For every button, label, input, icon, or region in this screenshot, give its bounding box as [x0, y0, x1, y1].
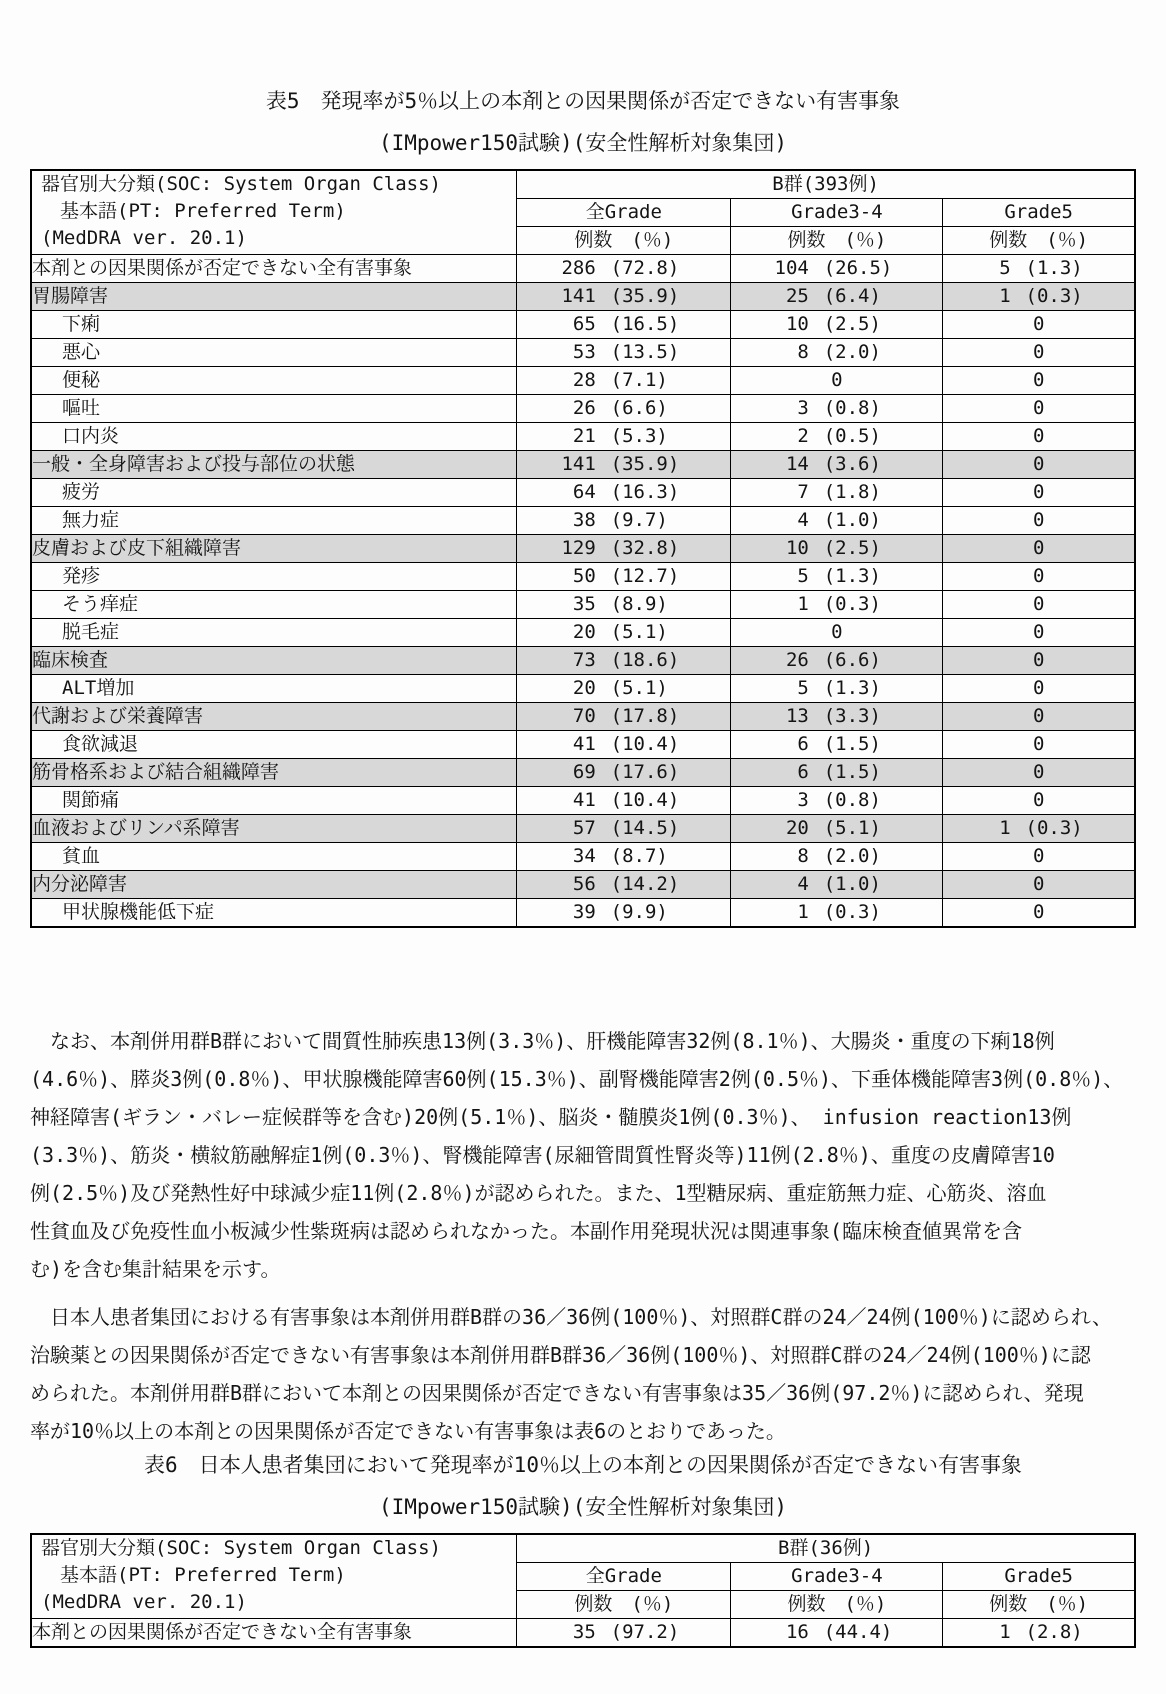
count-percent-cell: 56 (14.2) [517, 871, 731, 899]
table-row-soc [31, 871, 1135, 899]
grade-header-all: 全Grade [517, 1563, 731, 1591]
grade-header-5: Grade5 [943, 199, 1135, 227]
soc-pt-label: 血液およびリンパ系障害 [31, 815, 517, 843]
table6-header [31, 1534, 1135, 1619]
table5-header [31, 170, 1135, 255]
soc-pt-label: 食欲減退 [31, 731, 517, 759]
count-percent-cell: 1 (0.3) [943, 815, 1135, 843]
count-percent-cell: 21 (5.3) [517, 423, 731, 451]
table-row-pt [31, 731, 1135, 759]
count-percent-cell: 20 (5.1) [517, 675, 731, 703]
count-percent-cell: 1 (2.8) [943, 1619, 1135, 1648]
soc-pt-label: 本剤との因果関係が否定できない全有害事象 [31, 255, 517, 283]
count-percent-cell: 53 (13.5) [517, 339, 731, 367]
count-percent-cell: 0 [943, 507, 1135, 535]
paragraph-line: 神経障害(ギラン・バレー症候群等を含む)20例(5.1％)、脳炎・髄膜炎1例(0.3％)、 infusion reaction13例 [30, 1105, 1072, 1129]
count-percent-cell: 4 (1.0) [731, 507, 943, 535]
soc-pt-label: 臨床検査 [31, 647, 517, 675]
count-percent-cell: 104 (26.5) [731, 255, 943, 283]
table-row-pt [31, 619, 1135, 647]
soc-pt-label: 関節痛 [31, 787, 517, 815]
count-percent-cell: 0 [943, 535, 1135, 563]
table6-title: 表6 日本人患者集団において発現率が10％以上の本剤との因果関係が否定できない有害事象 [144, 1453, 1022, 1477]
count-percent-cell: 65 (16.5) [517, 311, 731, 339]
count-percent-cell: 26 (6.6) [517, 395, 731, 423]
soc-pt-label: 疲労 [31, 479, 517, 507]
table-row-total [31, 1619, 1135, 1648]
soc-header-line: 器官別大分類(SOC: System Organ Class) [41, 1537, 441, 1559]
soc-pt-label: 便秘 [31, 367, 517, 395]
table-row-pt [31, 339, 1135, 367]
count-percent-cell: 5 (1.3) [943, 255, 1135, 283]
soc-pt-header-cell [31, 170, 517, 255]
table-row-pt [31, 395, 1135, 423]
soc-pt-label: そう痒症 [31, 591, 517, 619]
table-row-pt [31, 787, 1135, 815]
paragraph-line: (3.3％)、筋炎・横紋筋融解症1例(0.3％)、腎機能障害(尿細管間質性腎炎等)11例(2.8％)、重度の皮膚障害10 [30, 1143, 1055, 1167]
paragraph-line: められた。本剤併用群B群において本剤との因果関係が否定できない有害事象は35／36例(97.2％)に認められ、発現 [30, 1381, 1084, 1405]
table-row-pt [31, 311, 1135, 339]
count-percent-cell: 2 (0.5) [731, 423, 943, 451]
paragraph-line: なお、本剤併用群B群において間質性肺疾患13例(3.3％)、肝機能障害32例(8.1％)、大腸炎・重度の下痢18例 [30, 1029, 1055, 1053]
soc-pt-label: 甲状腺機能低下症 [31, 899, 517, 928]
group-header-cell: B群(393例) [517, 170, 1135, 199]
soc-pt-label: ALT増加 [31, 675, 517, 703]
table5-title: 表5 発現率が5％以上の本剤との因果関係が否定できない有害事象 [265, 89, 901, 113]
count-percent-cell: 0 [731, 367, 943, 395]
meddra-header-line: (MedDRA ver. 20.1) [41, 227, 247, 249]
soc-pt-label: 無力症 [31, 507, 517, 535]
count-percent-cell: 69 (17.6) [517, 759, 731, 787]
count-percent-cell: 35 (8.9) [517, 591, 731, 619]
count-percent-cell: 141 (35.9) [517, 283, 731, 311]
measure-header: 例数 (％) [731, 1591, 943, 1619]
count-percent-cell: 5 (1.3) [731, 675, 943, 703]
soc-pt-label: 貧血 [31, 843, 517, 871]
table-row-pt [31, 899, 1135, 928]
count-percent-cell: 141 (35.9) [517, 451, 731, 479]
soc-pt-label: 発疹 [31, 563, 517, 591]
count-percent-cell: 8 (2.0) [731, 339, 943, 367]
count-percent-cell: 10 (2.5) [731, 535, 943, 563]
measure-header: 例数 (％) [731, 227, 943, 255]
soc-pt-label: 筋骨格系および結合組織障害 [31, 759, 517, 787]
soc-pt-label: 皮膚および皮下組織障害 [31, 535, 517, 563]
count-percent-cell: 286 (72.8) [517, 255, 731, 283]
table-row-pt [31, 423, 1135, 451]
count-percent-cell: 0 [943, 339, 1135, 367]
soc-header-line: 器官別大分類(SOC: System Organ Class) [41, 173, 441, 195]
count-percent-cell: 0 [943, 899, 1135, 928]
count-percent-cell: 4 (1.0) [731, 871, 943, 899]
table5-body [31, 255, 1135, 928]
measure-header: 例数 (％) [517, 227, 731, 255]
table-row-soc [31, 815, 1135, 843]
meddra-header-line: (MedDRA ver. 20.1) [41, 1591, 247, 1613]
table-row-pt [31, 507, 1135, 535]
soc-pt-label: 下痢 [31, 311, 517, 339]
table-row-soc [31, 759, 1135, 787]
table-row-pt [31, 479, 1135, 507]
count-percent-cell: 41 (10.4) [517, 787, 731, 815]
soc-pt-label: 一般・全身障害および投与部位の状態 [31, 451, 517, 479]
count-percent-cell: 64 (16.3) [517, 479, 731, 507]
count-percent-cell: 10 (2.5) [731, 311, 943, 339]
count-percent-cell: 70 (17.8) [517, 703, 731, 731]
grade-header-3-4: Grade3-4 [731, 1563, 943, 1591]
count-percent-cell: 0 [943, 843, 1135, 871]
count-percent-cell: 8 (2.0) [731, 843, 943, 871]
soc-pt-label: 嘔吐 [31, 395, 517, 423]
count-percent-cell: 0 [943, 675, 1135, 703]
count-percent-cell: 6 (1.5) [731, 759, 943, 787]
count-percent-cell: 1 (0.3) [731, 591, 943, 619]
count-percent-cell: 0 [943, 367, 1135, 395]
table-row-soc [31, 451, 1135, 479]
paragraph-line: 例(2.5％)及び発熱性好中球減少症11例(2.8％)が認められた。また、1型糖尿病、重症筋無力症、心筋炎、溶血 [30, 1181, 1047, 1205]
group-header-cell: B群(36例) [517, 1534, 1135, 1563]
count-percent-cell: 5 (1.3) [731, 563, 943, 591]
soc-pt-label: 悪心 [31, 339, 517, 367]
pt-header-line: 基本語(PT: Preferred Term) [41, 200, 346, 222]
soc-pt-header-cell [31, 1534, 517, 1619]
table6-subtitle: (IMpower150試験)(安全性解析対象集団) [378, 1495, 787, 1519]
measure-header: 例数 (％) [943, 227, 1135, 255]
count-percent-cell: 0 [943, 591, 1135, 619]
paragraph-line: 性貧血及び免疫性血小板減少性紫斑病は認められなかった。本副作用発現状況は関連事象(臨床検査値異常を含 [30, 1219, 1023, 1243]
paragraph-japanese-subpopulation [30, 1298, 1136, 1450]
count-percent-cell: 0 [943, 787, 1135, 815]
count-percent-cell: 20 (5.1) [517, 619, 731, 647]
count-percent-cell: 6 (1.5) [731, 731, 943, 759]
table-row-pt [31, 675, 1135, 703]
grade-header-all: 全Grade [517, 199, 731, 227]
count-percent-cell: 34 (8.7) [517, 843, 731, 871]
count-percent-cell: 0 [943, 731, 1135, 759]
table5-adverse-events [30, 169, 1136, 928]
soc-pt-label: 脱毛症 [31, 619, 517, 647]
count-percent-cell: 13 (3.3) [731, 703, 943, 731]
count-percent-cell: 0 [943, 563, 1135, 591]
count-percent-cell: 73 (18.6) [517, 647, 731, 675]
soc-pt-label: 代謝および栄養障害 [31, 703, 517, 731]
count-percent-cell: 26 (6.6) [731, 647, 943, 675]
count-percent-cell: 20 (5.1) [731, 815, 943, 843]
soc-pt-label: 内分泌障害 [31, 871, 517, 899]
count-percent-cell: 0 [943, 451, 1135, 479]
count-percent-cell: 50 (12.7) [517, 563, 731, 591]
count-percent-cell: 35 (97.2) [517, 1619, 731, 1648]
count-percent-cell: 16 (44.4) [731, 1619, 943, 1648]
count-percent-cell: 0 [943, 311, 1135, 339]
table6-adverse-events-japanese [30, 1533, 1136, 1648]
count-percent-cell: 7 (1.8) [731, 479, 943, 507]
count-percent-cell: 0 [943, 423, 1135, 451]
grade-header-3-4: Grade3-4 [731, 199, 943, 227]
paragraph-line: 率が10％以上の本剤との因果関係が否定できない有害事象は表6のとおりであった。 [30, 1419, 786, 1443]
table-row-pt [31, 367, 1135, 395]
count-percent-cell: 25 (6.4) [731, 283, 943, 311]
paragraph-additional-events [30, 1022, 1136, 1288]
soc-pt-label: 口内炎 [31, 423, 517, 451]
grade-header-5: Grade5 [943, 1563, 1135, 1591]
count-percent-cell: 41 (10.4) [517, 731, 731, 759]
soc-pt-label: 本剤との因果関係が否定できない全有害事象 [31, 1619, 517, 1648]
count-percent-cell: 39 (9.9) [517, 899, 731, 928]
count-percent-cell: 0 [943, 647, 1135, 675]
table-row-pt [31, 591, 1135, 619]
count-percent-cell: 1 (0.3) [943, 283, 1135, 311]
table6-body [31, 1619, 1135, 1648]
table-row-soc [31, 647, 1135, 675]
table-row-soc [31, 283, 1135, 311]
table-row-soc [31, 535, 1135, 563]
count-percent-cell: 0 [731, 619, 943, 647]
paragraph-line: 治験薬との因果関係が否定できない有害事象は本剤併用群B群36／36例(100％)、対照群C群の24／24例(100％)に認 [30, 1343, 1091, 1367]
table-row-soc [31, 703, 1135, 731]
count-percent-cell: 57 (14.5) [517, 815, 731, 843]
count-percent-cell: 0 [943, 871, 1135, 899]
count-percent-cell: 0 [943, 759, 1135, 787]
count-percent-cell: 28 (7.1) [517, 367, 731, 395]
soc-pt-label: 胃腸障害 [31, 283, 517, 311]
count-percent-cell: 0 [943, 619, 1135, 647]
count-percent-cell: 0 [943, 703, 1135, 731]
measure-header: 例数 (％) [517, 1591, 731, 1619]
count-percent-cell: 1 (0.3) [731, 899, 943, 928]
count-percent-cell: 129 (32.8) [517, 535, 731, 563]
table-row-pt [31, 563, 1135, 591]
count-percent-cell: 0 [943, 395, 1135, 423]
pt-header-line: 基本語(PT: Preferred Term) [41, 1564, 346, 1586]
measure-header: 例数 (％) [943, 1591, 1135, 1619]
count-percent-cell: 0 [943, 479, 1135, 507]
table-row-pt [31, 843, 1135, 871]
count-percent-cell: 3 (0.8) [731, 787, 943, 815]
count-percent-cell: 38 (9.7) [517, 507, 731, 535]
count-percent-cell: 14 (3.6) [731, 451, 943, 479]
table5-subtitle: (IMpower150試験)(安全性解析対象集団) [378, 131, 787, 155]
paragraph-line: む)を含む集計結果を示す。 [30, 1257, 281, 1281]
table-row-total [31, 255, 1135, 283]
count-percent-cell: 3 (0.8) [731, 395, 943, 423]
paragraph-line: (4.6％)、膵炎3例(0.8％)、甲状腺機能障害60例(15.3％)、副腎機能障害2例(0.5％)、下垂体機能障害3例(0.8％)、 [30, 1067, 1124, 1091]
paragraph-line: 日本人患者集団における有害事象は本剤併用群B群の36／36例(100％)、対照群C群の24／24例(100％)に認められ、 [30, 1305, 1113, 1329]
